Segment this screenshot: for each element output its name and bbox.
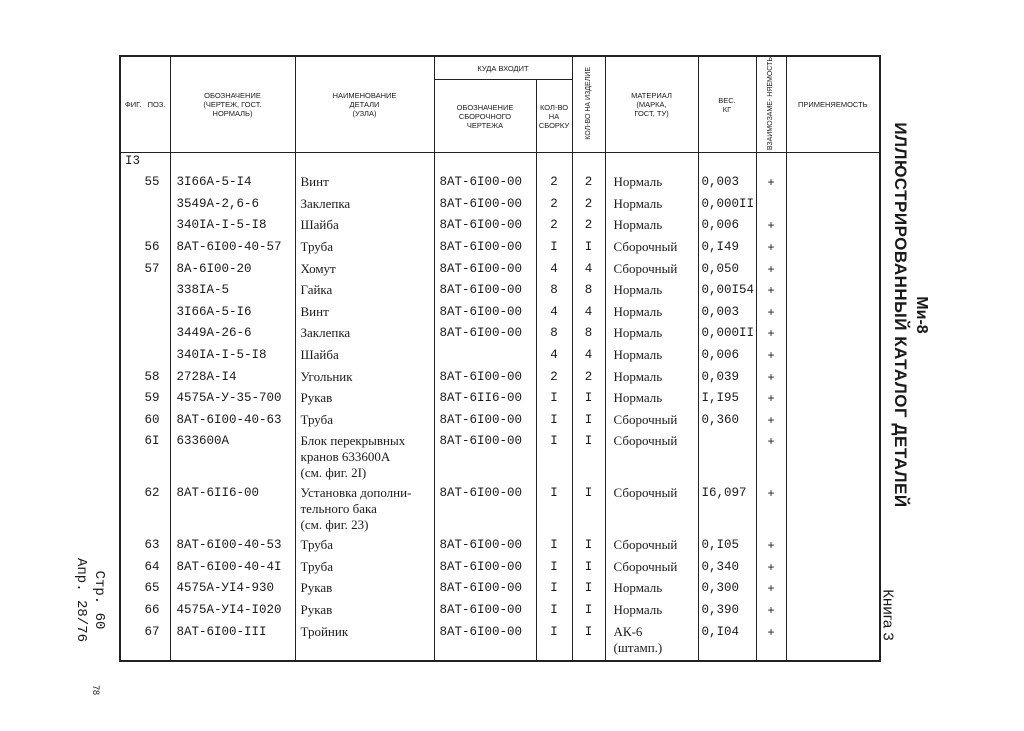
- part-name: Установка дополни- тельного бака (см. фиг. 23): [295, 485, 434, 537]
- part-name: Блок перекрывных кранов 633600А (см. фиг. 2I): [295, 433, 434, 485]
- designation: 8АТ-6I00-40-57: [170, 239, 295, 261]
- part-name: Тройник: [295, 624, 434, 661]
- designation: 8АТ-6I00-III: [170, 624, 295, 661]
- table-body: [120, 153, 880, 661]
- position: 65: [120, 580, 170, 602]
- sheet-number: 78: [91, 684, 101, 696]
- table-row: [120, 217, 880, 239]
- applicability: [786, 347, 880, 369]
- applicability: [786, 537, 880, 559]
- interchangeable-mark: +: [756, 174, 786, 196]
- interchangeable-mark: +: [756, 261, 786, 283]
- part-name: Труба: [295, 537, 434, 559]
- header-fig: ФИГ.: [125, 100, 142, 110]
- position: 63: [120, 537, 170, 559]
- interchangeable-mark: +: [756, 602, 786, 624]
- assembly-drawing: 8АТ-6I00-00: [434, 261, 536, 283]
- assembly-drawing: 8АТ-6I00-00: [434, 369, 536, 391]
- interchangeable-mark: +: [756, 390, 786, 412]
- interchangeable-mark: +: [756, 325, 786, 347]
- assembly-drawing: 8АТ-6I00-00: [434, 282, 536, 304]
- part-name: Заклепка: [295, 325, 434, 347]
- assembly-drawing: 8АТ-6I00-00: [434, 559, 536, 581]
- qty-per-assembly: 2: [536, 217, 572, 239]
- interchangeable-mark: +: [756, 624, 786, 661]
- designation: 8АТ-6II6-00: [170, 485, 295, 537]
- weight: 0,050: [698, 261, 756, 283]
- sheet-number-block: [86, 680, 106, 700]
- designation: 2728А-I4: [170, 369, 295, 391]
- interchangeable-mark: +: [756, 369, 786, 391]
- header-pos: ПОЗ.: [147, 100, 166, 110]
- weight: 0,039: [698, 369, 756, 391]
- qty-per-product: I: [572, 580, 605, 602]
- position: [120, 325, 170, 347]
- interchangeable-mark: +: [756, 580, 786, 602]
- table-row: [120, 261, 880, 283]
- qty-per-assembly: I: [536, 624, 572, 661]
- designation: 8А-6I00-20: [170, 261, 295, 283]
- page-label: Стр. 60: [91, 570, 107, 630]
- qty-per-assembly: I: [536, 412, 572, 434]
- weight: 0,006: [698, 347, 756, 369]
- designation: 340IA-I-5-I8: [170, 347, 295, 369]
- interchangeable-mark: +: [756, 239, 786, 261]
- part-name: Труба: [295, 239, 434, 261]
- table-row: [120, 390, 880, 412]
- qty-per-assembly: I: [536, 433, 572, 485]
- applicability: [786, 196, 880, 218]
- position: 56: [120, 239, 170, 261]
- qty-per-product: I: [572, 559, 605, 581]
- material: Нормаль: [605, 174, 698, 196]
- assembly-drawing: 8АТ-6I00-00: [434, 239, 536, 261]
- designation: 8АТ-6I00-40-4I: [170, 559, 295, 581]
- applicability: [786, 580, 880, 602]
- header-qty-per-assembly: КОЛ-ВО НА СБОРКУ: [536, 80, 572, 153]
- table-row: [120, 624, 880, 661]
- position: 66: [120, 602, 170, 624]
- table-row: [120, 325, 880, 347]
- position: [120, 217, 170, 239]
- interchangeable-mark: +: [756, 537, 786, 559]
- material: Сборочный: [605, 537, 698, 559]
- table-row: [120, 485, 880, 537]
- material: Нормаль: [605, 369, 698, 391]
- qty-per-assembly: 4: [536, 261, 572, 283]
- material: Нормаль: [605, 196, 698, 218]
- qty-per-product: I: [572, 485, 605, 537]
- applicability: [786, 304, 880, 326]
- assembly-drawing: 8АТ-6I00-00: [434, 485, 536, 537]
- interchangeable-mark: +: [756, 217, 786, 239]
- qty-per-product: 4: [572, 304, 605, 326]
- applicability: [786, 239, 880, 261]
- qty-per-product: 4: [572, 347, 605, 369]
- part-name: Шайба: [295, 347, 434, 369]
- weight: 0,I04: [698, 624, 756, 661]
- qty-per-product: I: [572, 624, 605, 661]
- part-name: Труба: [295, 412, 434, 434]
- assembly-drawing: 8АТ-6I00-00: [434, 196, 536, 218]
- header-designation: ОБОЗНАЧЕНИЕ (ЧЕРТЕЖ, ГОСТ. НОРМАЛЬ): [170, 56, 295, 153]
- parts-table: [119, 55, 881, 662]
- applicability: [786, 602, 880, 624]
- weight: 0,360: [698, 412, 756, 434]
- date-label: Апр. 28/76: [73, 557, 89, 643]
- aircraft-model: Ми-8: [913, 296, 930, 334]
- qty-per-product: 2: [572, 369, 605, 391]
- designation: 4575А-У-35-700: [170, 390, 295, 412]
- part-name: Рукав: [295, 580, 434, 602]
- material: Нормаль: [605, 390, 698, 412]
- applicability: [786, 174, 880, 196]
- weight: 0,340: [698, 559, 756, 581]
- header-applicability: ПРИМЕНЯЕМОСТЬ: [786, 56, 880, 153]
- qty-per-assembly: 8: [536, 282, 572, 304]
- designation: 633600А: [170, 433, 295, 485]
- table-row: [120, 602, 880, 624]
- qty-per-product: I: [572, 412, 605, 434]
- weight: 0,I05: [698, 537, 756, 559]
- position: [120, 282, 170, 304]
- applicability: [786, 412, 880, 434]
- qty-per-product: 2: [572, 196, 605, 218]
- qty-per-assembly: I: [536, 602, 572, 624]
- header-where-used: КУДА ВХОДИТ: [434, 56, 572, 80]
- position: 57: [120, 261, 170, 283]
- interchangeable-mark: +: [756, 347, 786, 369]
- position: 6I: [120, 433, 170, 485]
- qty-per-product: I: [572, 602, 605, 624]
- material: Сборочный: [605, 559, 698, 581]
- qty-per-product: 2: [572, 217, 605, 239]
- qty-per-product: 8: [572, 325, 605, 347]
- interchangeable-mark: +: [756, 433, 786, 485]
- weight: 0,I49: [698, 239, 756, 261]
- table-row: [120, 174, 880, 196]
- position: [120, 347, 170, 369]
- table-row: [120, 196, 880, 218]
- header-fig-pos: [120, 56, 170, 153]
- applicability: [786, 325, 880, 347]
- designation: 3549А-2,6-6: [170, 196, 295, 218]
- material: Нормаль: [605, 282, 698, 304]
- part-name: Рукав: [295, 390, 434, 412]
- weight: 0,390: [698, 602, 756, 624]
- weight: I,I95: [698, 390, 756, 412]
- header-name: НАИМЕНОВАНИЕ ДЕТАЛИ (УЗЛА): [295, 56, 434, 153]
- qty-per-assembly: I: [536, 485, 572, 537]
- qty-per-assembly: 2: [536, 369, 572, 391]
- header-assembly-drawing: ОБОЗНАЧЕНИЕ СБОРОЧНОГО ЧЕРТЕЖА: [434, 80, 536, 153]
- position: 62: [120, 485, 170, 537]
- weight: 0,003: [698, 304, 756, 326]
- assembly-drawing: 8АТ-6I00-00: [434, 624, 536, 661]
- page-info-block: [60, 540, 120, 660]
- assembly-drawing: 8АТ-6I00-00: [434, 304, 536, 326]
- assembly-drawing: 8АТ-6I00-00: [434, 433, 536, 485]
- qty-per-assembly: I: [536, 239, 572, 261]
- material: Нормаль: [605, 217, 698, 239]
- assembly-drawing: [434, 347, 536, 369]
- assembly-drawing: 8АТ-6I00-00: [434, 217, 536, 239]
- material: АК-6 (штамп.): [605, 624, 698, 661]
- table-row: [120, 347, 880, 369]
- position: 59: [120, 390, 170, 412]
- qty-per-assembly: I: [536, 390, 572, 412]
- weight: 0,000II: [698, 196, 756, 218]
- figure-label: I3: [120, 153, 170, 175]
- part-name: Гайка: [295, 282, 434, 304]
- position: [120, 304, 170, 326]
- interchangeable-mark: [756, 196, 786, 218]
- designation: 3449А-26-6: [170, 325, 295, 347]
- interchangeable-mark: +: [756, 485, 786, 537]
- designation: 4575А-УI4-930: [170, 580, 295, 602]
- header-material: МАТЕРИАЛ (МАРКА, ГОСТ, ТУ): [605, 56, 698, 153]
- part-name: Угольник: [295, 369, 434, 391]
- table-row: [120, 369, 880, 391]
- qty-per-assembly: 2: [536, 196, 572, 218]
- assembly-drawing: 8АТ-6I00-00: [434, 174, 536, 196]
- assembly-drawing: 8АТ-6I00-00: [434, 537, 536, 559]
- part-name: Винт: [295, 174, 434, 196]
- part-name: Шайба: [295, 217, 434, 239]
- position: 58: [120, 369, 170, 391]
- table-row: [120, 580, 880, 602]
- catalog-title: ИЛЛЮСТРИРОВАННЫЙ КАТАЛОГ ДЕТАЛЕЙ: [891, 122, 910, 508]
- applicability: [786, 369, 880, 391]
- part-name: Заклепка: [295, 196, 434, 218]
- table-row: [120, 559, 880, 581]
- qty-per-assembly: I: [536, 580, 572, 602]
- position: 55: [120, 174, 170, 196]
- applicability: [786, 433, 880, 485]
- qty-per-product: 4: [572, 261, 605, 283]
- material: Сборочный: [605, 261, 698, 283]
- table-row: [120, 537, 880, 559]
- header-qty-per-product: КОЛ-ВО НА ИЗДЕЛИЕ: [572, 56, 605, 153]
- applicability: [786, 261, 880, 283]
- assembly-drawing: 8АТ-6I00-00: [434, 602, 536, 624]
- part-name: Рукав: [295, 602, 434, 624]
- assembly-drawing: 8АТ-6I00-00: [434, 325, 536, 347]
- designation: 8АТ-6I00-40-63: [170, 412, 295, 434]
- material: Сборочный: [605, 412, 698, 434]
- designation: 3I66A-5-I6: [170, 304, 295, 326]
- book-label: Книга 3: [879, 589, 897, 641]
- material: Сборочный: [605, 485, 698, 537]
- book-label-block: [868, 560, 908, 680]
- weight: 0,300: [698, 580, 756, 602]
- position: [120, 196, 170, 218]
- applicability: [786, 485, 880, 537]
- material: Нормаль: [605, 304, 698, 326]
- interchangeable-mark: +: [756, 559, 786, 581]
- applicability: [786, 624, 880, 661]
- qty-per-product: I: [572, 239, 605, 261]
- material: Сборочный: [605, 433, 698, 485]
- qty-per-assembly: 8: [536, 325, 572, 347]
- qty-per-product: 2: [572, 174, 605, 196]
- assembly-drawing: 8АТ-6II6-00: [434, 390, 536, 412]
- interchangeable-mark: +: [756, 304, 786, 326]
- weight: 0,000II: [698, 325, 756, 347]
- part-name: Винт: [295, 304, 434, 326]
- applicability: [786, 390, 880, 412]
- material: Нормаль: [605, 602, 698, 624]
- weight: 0,00I54: [698, 282, 756, 304]
- assembly-drawing: 8АТ-6I00-00: [434, 412, 536, 434]
- weight: [698, 433, 756, 485]
- table-row: [120, 282, 880, 304]
- qty-per-product: 8: [572, 282, 605, 304]
- catalog-title-block: [880, 90, 940, 540]
- table-row: [120, 239, 880, 261]
- interchangeable-mark: +: [756, 412, 786, 434]
- table-row: [120, 304, 880, 326]
- qty-per-assembly: 4: [536, 304, 572, 326]
- qty-per-assembly: I: [536, 559, 572, 581]
- designation: 4575А-УI4-I020: [170, 602, 295, 624]
- assembly-drawing: 8АТ-6I00-00: [434, 580, 536, 602]
- applicability: [786, 282, 880, 304]
- applicability: [786, 217, 880, 239]
- table-header: [120, 56, 880, 153]
- applicability: [786, 559, 880, 581]
- part-name: Хомут: [295, 261, 434, 283]
- qty-per-product: I: [572, 537, 605, 559]
- header-weight: ВЕС. КГ: [698, 56, 756, 153]
- designation: 340IA-I-5-I8: [170, 217, 295, 239]
- designation: 3I66A-5-I4: [170, 174, 295, 196]
- weight: 0,006: [698, 217, 756, 239]
- qty-per-assembly: I: [536, 537, 572, 559]
- position: 67: [120, 624, 170, 661]
- qty-per-product: I: [572, 433, 605, 485]
- table-row: [120, 433, 880, 485]
- material: Нормаль: [605, 325, 698, 347]
- interchangeable-mark: +: [756, 282, 786, 304]
- qty-per-assembly: 2: [536, 174, 572, 196]
- material: Нормаль: [605, 347, 698, 369]
- material: Нормаль: [605, 580, 698, 602]
- position: 60: [120, 412, 170, 434]
- position: 64: [120, 559, 170, 581]
- figure-row: [120, 153, 880, 175]
- table-row: [120, 412, 880, 434]
- part-name: Труба: [295, 559, 434, 581]
- qty-per-product: I: [572, 390, 605, 412]
- designation: 338IA-5: [170, 282, 295, 304]
- header-interchangeability: ВЗАИМОЗАМЕ- НЯЕМОСТЬ: [756, 56, 786, 153]
- weight: I6,097: [698, 485, 756, 537]
- designation: 8АТ-6I00-40-53: [170, 537, 295, 559]
- qty-per-assembly: 4: [536, 347, 572, 369]
- weight: 0,003: [698, 174, 756, 196]
- material: Сборочный: [605, 239, 698, 261]
